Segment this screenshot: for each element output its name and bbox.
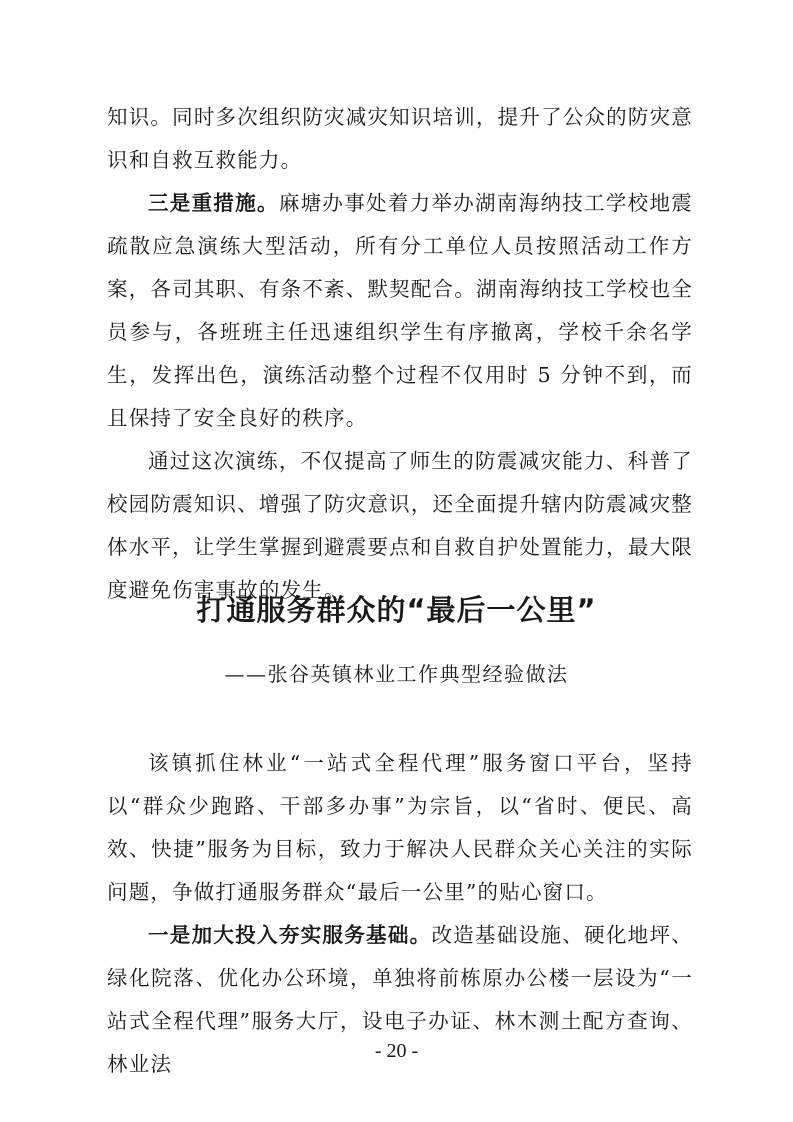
paragraph-continuation <box>107 96 693 182</box>
paragraph-lead-heading: 一是加大投入夯实服务基础。 <box>148 923 432 947</box>
paragraph-body-text: 麻塘办事处着力举办湖南海纳技工学校地震疏散应急演练大型活动，所有分工单位人员按照活动工作方案，各司其职、有条不紊、默契配合。湖南海纳技工学校也全员参与，各班班主任迅速组织学生有序撤离，学校千余名学生，发挥出色，演练活动整个过程不仅用时 5 分钟不到，而且保持了安全良好的秩序。 <box>107 191 693 430</box>
paragraph-conclusion-text: 通过这次演练，不仅提高了师生的防震减灾能力、科普了校园防震知识、增强了防灾意识，还全面提升辖内防震减灾整体水平，让学生掌握到避震要点和自救自护处置能力，最大限度避免伤害事故的发生。 <box>107 449 693 602</box>
article-subtitle: ——张谷英镇林业工作典型经验做法 <box>224 662 569 686</box>
paragraph-intro <box>107 742 693 914</box>
page-number: - 20 - <box>374 1040 419 1062</box>
paragraph-conclusion <box>107 440 693 612</box>
paragraph-intro-text: 该镇抓住林业“一站式全程代理”服务窗口平台，坚持以“群众少跑路、干部多办事”为宗旨，以“省时、便民、高效、快捷”服务为目标，致力于解决人民群众关心关注的实际问题，争做打通服务群众“最后一公里”的贴心窗口。 <box>107 751 693 904</box>
paragraph-measure-three <box>107 182 693 440</box>
article-title: 打通服务群众的“最后一公里” <box>196 593 597 627</box>
paragraph-lead-heading: 三是重措施。 <box>148 191 279 215</box>
paragraph-body-text: 改造基础设施、硬化地坪、绿化院落、优化办公环境，单独将前栋原办公楼一层设为“一站式全程代理”服务大厅，设电子办证、林木测土配方查询、林业法 <box>107 923 693 1076</box>
paragraph-continuation-text: 知识。同时多次组织防灾减灾知识培训，提升了公众的防灾意识和自救互救能力。 <box>107 105 693 172</box>
